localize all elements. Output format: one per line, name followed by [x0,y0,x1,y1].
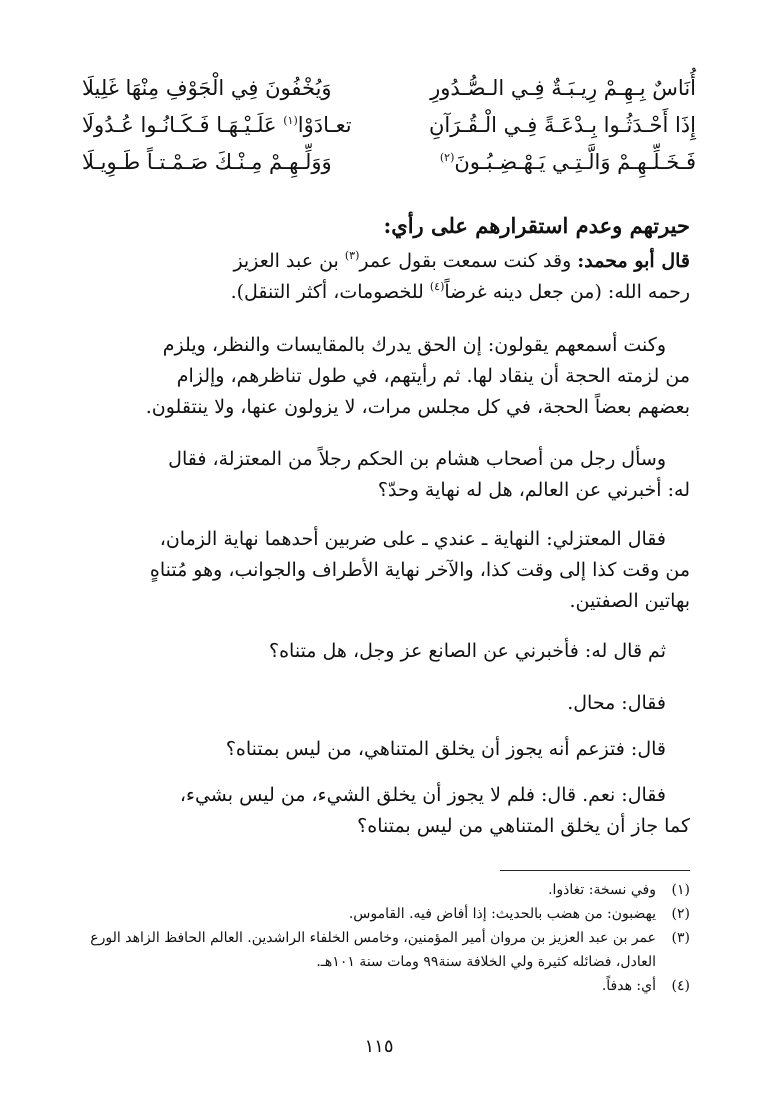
verse-1-second-hemistich: وَيُخْفُونَ فِي الْجَوْفِ مِنْهَا غَلِيلَا [82,76,332,100]
footnote-4-text: أي: هدفاً. [601,978,656,994]
paragraph-5-line-1: ثم قال له: فأخبرني عن الصانع عز وجل، هل متناه؟ [269,640,666,662]
paragraph-1 [82,246,690,308]
verse-3-first-hemistich [440,144,696,181]
footnote-ref-3: (٣) [344,249,360,262]
footnote-4 [82,974,690,998]
paragraph-4-line-3: بهاتين الصفتين. [569,590,690,612]
footnote-3-text: عمر بن عبد العزيز بن مروان أمير المؤمنين، وخامس الخلفاء الراشدين. العالم الحافظ الزاهد الورع العادل، فضائله كثيرة ولي الخلافة سنة٩٩ ومات سنة ١٠١هـ. [90,930,656,970]
footnote-divider [500,870,690,871]
paragraph-6 [82,688,690,719]
footnote-1-number: (١) [671,882,690,898]
verse-row-1 [82,70,696,107]
verse-2-second-part-b: عَلَـيْـهَـا فَـكَـانُـوا عُـدُولَا [82,113,284,137]
paragraph-1-text-a: وقد كنت سمعت بقول عمر [359,250,578,272]
footnote-1 [82,878,690,902]
verse-row-2 [82,107,696,144]
paragraph-3 [82,444,690,506]
page-number: ١١٥ [364,1036,394,1057]
verse-2-first-hemistich: إِذَا أَحْـدَثُـوا بِـدْعَـةً فِـي الْـقُـرَآنِ [428,113,696,137]
section-heading: حيرتهم وعدم استقرارهم على رأي: [383,213,690,238]
verse-3-first-part: فَـخَـلِّـهِـمْ وَالَّـتِـي يَـهْـضِـبُـونَ [454,150,696,174]
poem-verses [82,70,696,181]
footnote-1-text: وفي نسخة: تغاذوا. [548,882,656,898]
paragraph-8 [82,780,690,842]
paragraph-4-line-1: فقال المعتزلي: النهاية ـ عندي ـ على ضربين أحدهما نهاية الزمان، [159,528,666,550]
footnote-ref-2: (٢) [439,151,455,164]
paragraph-1-line-1 [82,246,690,277]
paragraph-8-line-2: كما جاز أن يخلق المتناهي من ليس بمتناه؟ [357,815,690,837]
paragraph-5 [82,636,690,667]
paragraph-2-line-1: وكنت أسمعهم يقولون: إن الحق يدرك بالمقايسات والنظر، ويلزم [162,334,666,356]
verse-3-second-hemistich: وَوَلِّـهِـمْ مِـنْـكَ صَـمْـتـاً طَـوِيـلَا [82,150,332,174]
footnote-4-number: (٤) [671,978,690,994]
verse-1-first-hemistich: أُنَاسٌ بِـهِـمْ رِيـبَـةٌ فِـي الـصُّـدُورِ [430,76,696,100]
footnote-2 [82,902,690,926]
speaker-label: قال أبو محمد: [577,250,690,272]
paragraph-2-line-3: بعضهم بعضاً الحجة، في كل مجلس مرات، لا يزولون عنها، ولا ينتقلون. [145,396,690,418]
footnote-3 [82,926,690,974]
footnote-3-number: (٣) [671,930,690,946]
paragraph-6-line-1: فقال: محال. [567,692,666,714]
footnote-ref-4: (٤) [429,280,445,293]
paragraph-7 [82,734,690,765]
verse-2-second-hemistich [82,107,352,144]
paragraph-1-text-d: للخصومات، أكثر التنقل). [230,281,430,303]
paragraph-3-line-1: وسأل رجل من أصحاب هشام بن الحكم رجلاً من المعتزلة، فقال [168,448,666,470]
paragraph-3-line-2: له: أخبرني عن العالم، هل له نهاية وحدّ؟ [377,479,690,501]
verse-row-3 [82,144,696,181]
paragraph-2-line-2: من لزمته الحجة أن ينقاد لها. ثم رأيتهم، في طول تناظرهم، وإلزام [176,365,690,387]
paragraph-7-line-1: قال: فتزعم أنه يجوز أن يخلق المتناهي، من ليس بمتناه؟ [225,738,666,760]
paragraph-8-line-1: فقال: نعم. قال: فلم لا يجوز أن يخلق الشيء، من ليس بشيء، [179,784,666,806]
paragraph-1-text-c: رحمه الله: (من جعل دينه غرضاً [444,281,690,303]
footnote-2-text: يهضبون: من هضب بالحديث: إذا أفاض فيه. القاموس. [348,906,656,922]
footnotes [82,878,690,998]
footnote-ref-1: (١) [283,114,298,127]
paragraph-2 [82,330,690,423]
paragraph-4 [82,524,690,617]
footnote-2-number: (٢) [671,906,690,922]
verse-2-second-part-a: تعـادَوْا [297,113,352,137]
paragraph-4-line-2: من وقت كذا إلى وقت كذا، والآخر نهاية الأطراف والجوانب، وهو مُتناهٍ [149,559,690,581]
paragraph-1-text-b: بن عبد العزيز [233,250,345,272]
paragraph-1-line-2 [82,277,690,308]
